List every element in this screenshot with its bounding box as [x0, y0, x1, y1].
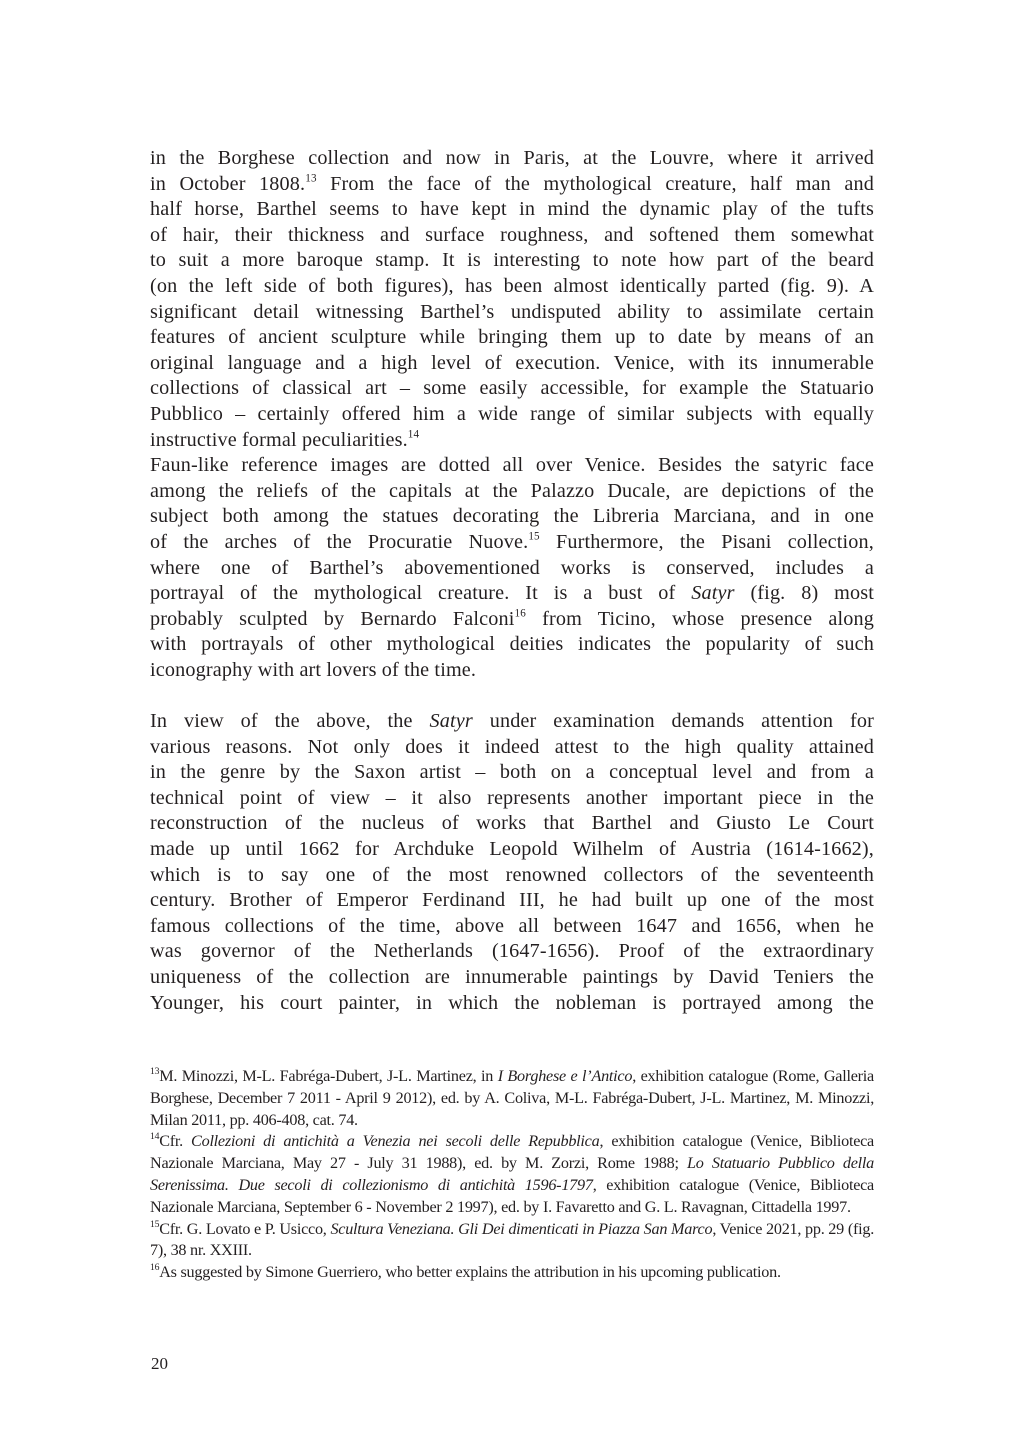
- footnote-ref-13[interactable]: 13: [305, 172, 317, 185]
- footnote-ref-15[interactable]: 15: [528, 530, 540, 543]
- footnote-13: $^{13}$M. Minozzi, M-L. Fabréga-Dubert, J-L. Martinez, in I Borghese e l’Antico, exhibition catalogue (Rome, Galleria Borghese, December 7 2011 - April 9 2012), ed. by A. Coliva, M-L. Fabréga-Dubert, J-L. Martinez, M. Minozzi, Milan 2011, pp. 406-408, cat. 74.: [150, 1066, 874, 1129]
- paragraph-1: in the Borghese collection and now in Paris, at the Louvre, where it arrived in October 1808.13 From the face of the mythological creature, half man and half horse, Barthel seems to have kept in mind the dynamic play of the tufts of hair, their thickness and surface roughness, and softened them somewhat to suit a more baroque stamp. It is interesting to note how part of the beard (on the left side of both figures), has been almost identically parted (fig. 9). A significant detail witnessing Barthel’s undisputed ability to assimilate certain features of ancient sculpture while bringing them up to date by means of an original language and a high level of execution. Venice, with its innumerable collections of classical art – some easily accessible, for example the Statuario Pubblico – certainly offered him a wide range of similar subjects with equally instructive formal peculiarities.$^{14}$: [150, 147, 874, 451]
- paragraph-3: In view of the above, the Satyr under examination demands attention for various reasons. Not only does it indeed attest to the high quality attained in the genre by the Saxon artist – both on a conceptual level and from a technical point of view – it also represents another important piece in the reconstruction of the nucleus of works that Barthel and Giusto Le Court made up until 1662 for Archduke Leopold Wilhelm of Austria (1614-1662), which is to say one of the most renowned collectors of the seventeenth century. Brother of Emperor Ferdinand III, he had built up one of the most famous collections of the time, above all between 1647 and 1656, when he was governor of the Netherlands (1647-1656). Proof of the extraordinary uniqueness of the collection are innumerable paintings by David Teniers the Younger, his court painter, in which the nobleman is portrayed among the: [150, 710, 874, 1014]
- footnote-14: $^{14}$Cfr. Collezioni di antichità a Venezia nei secoli delle Repubblica, exhibition catalogue (Venice, Biblioteca Nazionale Marciana, May 27 - July 31 1988), ed. by M. Zorzi, Rome 1988; Lo Statuario Pubblico della Serenissima. Due secoli di collezionismo di antichità 1596-1797, exhibition catalogue (Venice, Biblioteca Nazionale Marciana, September 6 - November 2 1997), ed. by I. Favaretto and G. L. Ravagnan, Cittadella 1997.: [150, 1131, 874, 1216]
- footnote-ref-14[interactable]: 14: [407, 428, 420, 441]
- footnotes: [150, 1066, 874, 1284]
- paragraph-2: Faun-like reference images are dotted all over Venice. Besides the satyric face among the reliefs of the capitals at the Palazzo Ducale, are depictions of the subject both among the statues decorating the Libreria Marciana, and in one of the arches of the Procuratie Nuove.$^{15}$ Furthermore, the Pisani collection, where one of Barthel’s abovementioned works is conserved, includes a portrayal of the mythological creature. It is a bust of Satyr (fig. 8) most probably sculpted by Bernardo Falconi$^{16}$ from Ticino, whose presence along with portrayals of other mythological deities indicates the popularity of such iconography with art lovers of the time.: [150, 454, 875, 681]
- artwork-title: Satyr: [429, 710, 473, 733]
- main-text: [150, 146, 874, 1016]
- footnote-ref-16[interactable]: 16: [514, 607, 526, 620]
- artwork-title: Satyr: [691, 582, 735, 605]
- footnote-16: $^{16}$As suggested by Simone Guerriero, who better explains the attribution in his upcoming publication.: [150, 1262, 781, 1282]
- page-number: 20: [151, 1354, 168, 1373]
- footnote-15: $^{15}$Cfr. G. Lovato e P. Usicco, Scultura Veneziana. Gli Dei dimenticati in Piazza San Marco, Venice 2021, pp. 29 (fig. 7), 38 nr. XXIII.: [150, 1218, 874, 1260]
